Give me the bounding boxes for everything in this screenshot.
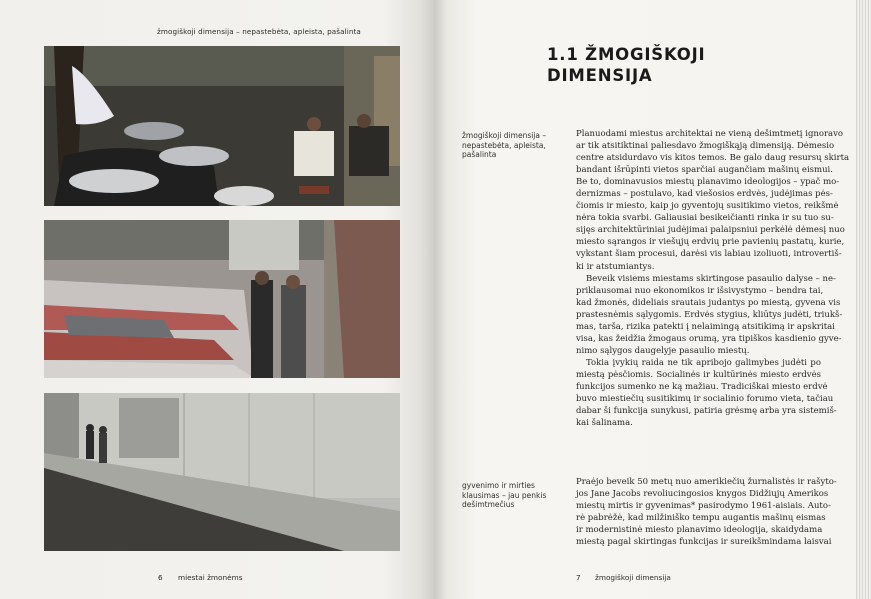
text-line: rė pabrėžė, kad milžiniško tempu augantis mašinų eismas [576,513,826,524]
chapter-title-line: 1.1 ŽMOGIŠKOJI [547,45,706,64]
text-line: ar tik atsitiktinai paliesdavo žmogiškąją dimensiją. Dėmesio [576,141,835,152]
text-line: miesto sąrangos ir viešųjų erdvių prie pavienių pastatų, kurie, [576,237,845,248]
text-line: sijęs architektūriniai judėjimai palaipsniui perkėlė dėmesį nuo [576,225,845,236]
text-line: kad žmonės, dideliais srautais judantys po miestą, gyvena vis [576,297,841,308]
body-paragraph-jacobs [576,476,837,548]
text-line: bandant išrūpinti vietos sparčiai augančiam mašinų eismui. [576,165,833,176]
page-number-left: 6 [158,573,163,582]
text-line: Praėjo beveik 50 metų nuo amerikiečių žurnalistės ir rašyto- [576,477,837,487]
photo-sidewalk-wall [44,393,400,551]
footer-title-right: žmogiškoji dimensija [595,573,671,582]
text-line: centre atsidurdavo vis kitos temos. Be galo daug resursų skirta [576,153,850,164]
text-line: Be to, dominavusios miestų planavimo ideologijos – ypač mo- [576,177,840,188]
text-line: jos Jane Jacobs revoliucingosios knygos Didžiųjų Amerikos [576,489,829,500]
footer-title-left: miestai žmonėms [178,573,243,582]
text-line: Planuodami miestus architektai ne vieną dešimtmetį ignoravo [576,129,844,139]
page-edge [856,0,871,599]
text-line: miestą pagal skirtingas funkcijas ir sureikšmindama laisvai [576,537,832,548]
body-paragraph-1 [576,128,850,429]
text-line: nimo sąlygos daugelyje pasaulio miestų. [576,345,750,356]
chapter-title-line: DIMENSIJA [547,66,653,85]
photo-parked-cars [44,220,400,378]
text-line: nėra tokia svarbi. Galiausiai besikeičianti rinka ir su tuo su- [576,213,834,224]
text-line: priklausomai nuo ekonomikos ir išsivystymo – bendra tai, [576,285,824,296]
text-line: miestą pėsčiomis. Socialinės ir kultūrinės miesto erdvės [576,369,821,380]
sidenote-line: nepastebėta, apleista, [462,140,546,150]
text-line: buvo miestiečių susitikimų ir socialinio forumo vieta, tačiau [576,394,834,405]
text-line: čiomis ir miesto, kaip jo gyventojų susitikimo vietos, reikšmė [576,201,839,212]
text-line: ir modernistinė miesto planavimo ideologija, skaidydama [576,525,823,536]
text-line: kai šalinama. [576,418,633,429]
text-line: vykstant šiam procesui, darėsi vis labiau izoliuoti, introvertiš- [576,249,842,260]
sidenote-line: gyvenimo ir mirties [462,481,535,490]
sidenote-line: klausimas – jau penkis [462,490,547,500]
text-line: miestų mirtis ir gyvenimas* pasirodymo 1961-aisiais. Auto- [576,501,831,512]
text-line: dernizmas – postulavo, kad viešosios erdvės, judėjimas pės- [576,189,833,200]
chapter-title [547,44,706,86]
sidenote-dimension [462,131,562,160]
text-line: mas, tarša, rizika patekti į nelaimingą atsitikimą ir apskritai [576,321,835,332]
text-line: funkcijos sumenko ne ką mažiau. Tradiciškai miesto erdvė [576,381,828,392]
text-line: Tokia įvykių raida ne tik apribojo galimybes judėti po [586,357,821,368]
sidenote-line: dešimtmečius [462,500,515,510]
text-line: ki ir atstumiantys. [576,261,655,272]
text-line: dabar ši funkcija sunykusi, patiria grėsmę arba yra sistemiš- [576,406,837,417]
text-line: Beveik visiems miestams skirtingose pasaulio dalyse – ne- [586,273,836,284]
page-number-right: 7 [576,573,581,582]
text-line: visa, kas žeidžia žmogaus orumą, yra tipiškos kasdienio gyve- [576,333,842,344]
photo-scooters [44,46,400,206]
text-line: prastesnėmis sąlygomis. Erdvės stygius, kliūtys judėti, triukš- [576,309,843,320]
left-page [0,0,434,599]
running-head: žmogiškoji dimensija – nepastebėta, apleista, pašalinta [157,27,361,36]
sidenote-line: žmogiškoji dimensija – [462,131,547,140]
sidenote-line: pašalinta [462,150,497,160]
sidenote-life-death [462,481,562,510]
